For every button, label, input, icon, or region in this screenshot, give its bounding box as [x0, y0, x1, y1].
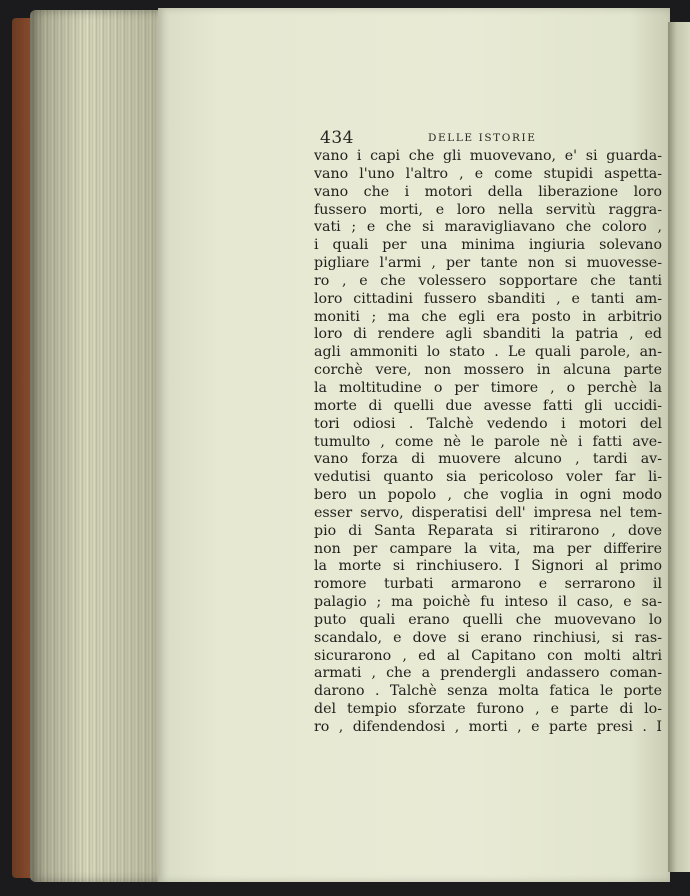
- text-line: morte di quelli due avesse fatti gli uccidi-: [314, 397, 662, 414]
- text-line: armati , che a prendergli andassero coman-: [314, 665, 662, 682]
- page-edges: [30, 10, 170, 882]
- text-line: tumulto , come nè le parole nè i fatti ave-: [314, 433, 662, 450]
- text-line: vano l'uno l'altro , e come stupidi aspetta-: [314, 165, 662, 182]
- text-line: bero un popolo , che voglia in ogni modo: [314, 487, 662, 504]
- text-line: puto quali erano quelli che muovevano lo: [314, 611, 662, 628]
- text-line: vano i capi che gli muovevano, e' si guarda-: [314, 148, 662, 164]
- text-line: vati ; e che si maravigliavano che coloro ,: [314, 219, 662, 236]
- text-line: pigliare l'armi , per tante non si muovesse-: [314, 255, 662, 272]
- text-line: corchè vere, non mossero in alcuna parte: [314, 362, 662, 379]
- running-head: DELLE ISTORIE: [428, 132, 537, 144]
- text-line: i quali per una minima ingiuria solevano: [314, 237, 662, 254]
- text-line: sicurarono , ed al Capitano con molti altri: [314, 647, 662, 664]
- text-line: scandalo, e dove si erano rinchiusi, si ras-: [314, 629, 662, 646]
- text-line: la morte si rinchiusero. I Signori al primo: [314, 558, 662, 575]
- text-line: ro , difendendosi , morti , e parte presi . I: [314, 719, 662, 735]
- text-line: la moltitudine o per timore , o perchè la: [314, 379, 662, 396]
- text-line: fussero morti, e loro nella servitù raggra-: [314, 201, 662, 218]
- text-line: ro , e che volessero sopportare che tanti: [314, 272, 662, 289]
- text-line: loro cittadini fussero sbanditi , e tanti am-: [314, 290, 662, 307]
- page-number: 434: [320, 128, 354, 148]
- text-line: palagio ; ma poichè fu inteso il caso, e sa-: [314, 594, 662, 611]
- text-line: non per campare la vita, ma per differire: [314, 540, 662, 557]
- text-line: pio di Santa Reparata si ritirarono , dove: [314, 522, 662, 539]
- page-header: [320, 128, 660, 148]
- text-line: esser servo, disperatisi dell' impresa nel tem-: [314, 504, 662, 521]
- text-line: tori odiosi . Talchè vedendo i motori del: [314, 415, 662, 432]
- adjacent-page: [668, 22, 690, 872]
- text-line: del tempio sforzate furono , e parte di lo-: [314, 701, 662, 718]
- text-line: agli ammoniti lo stato . Le quali parole, an-: [314, 344, 662, 361]
- text-line: vedutisi quanto sia pericoloso voler far li-: [314, 469, 662, 486]
- body-text: [314, 148, 662, 737]
- text-line: darono . Talchè senza molta fatica le porte: [314, 683, 662, 700]
- text-line: moniti ; ma che egli era posto in arbitrio: [314, 308, 662, 325]
- text-line: vano forza di muovere alcuno , tardi av-: [314, 451, 662, 468]
- text-line: romore turbati armarono e serrarono il: [314, 576, 662, 593]
- text-line: loro di rendere agli sbanditi la patria , ed: [314, 326, 662, 343]
- text-line: vano che i motori della liberazione loro: [314, 183, 662, 200]
